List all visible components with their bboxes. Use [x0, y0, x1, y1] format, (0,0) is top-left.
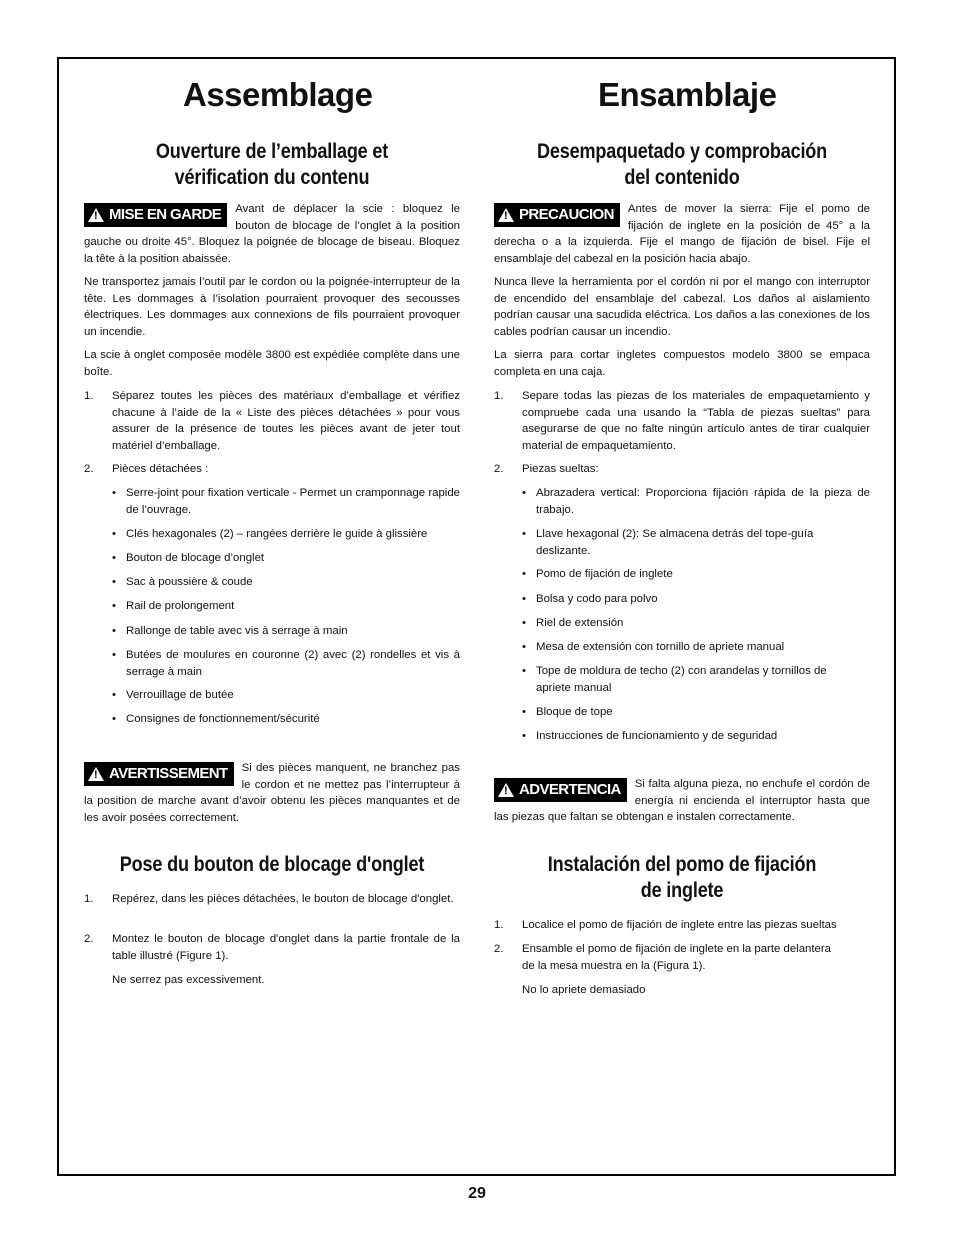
section-heading-unpacking-es	[520, 139, 843, 191]
list-number: 2.	[84, 933, 94, 945]
caution-badge	[84, 203, 227, 227]
list-number: 2.	[84, 463, 94, 475]
bullet-icon: •	[112, 600, 116, 612]
section-heading-knob-es	[520, 852, 843, 904]
list-number: 2.	[494, 943, 504, 955]
bullet-icon: •	[112, 487, 116, 499]
warning-triangle-icon	[88, 767, 104, 781]
page-number: 29	[468, 1185, 486, 1202]
list-item	[84, 931, 460, 965]
bullet-icon: •	[112, 713, 116, 725]
caution-block-es	[494, 201, 870, 267]
paragraph-transport-fr: Ne transportez jamais l’outil par le cordon ou la poignée-interrupteur de la tête. Les dommages à l’isolation pourraient provoquer des secousses électriques. Les dommages aux connexions de fils pourraient provoquer un incendie.	[84, 276, 460, 338]
bullet-text: Mesa de extensión con tornillo de apriete manual	[536, 641, 785, 653]
list-number: 1.	[494, 390, 504, 402]
warning-triangle-icon	[498, 783, 514, 797]
heading-line: vérification du contenu	[174, 166, 370, 189]
bullet-text: Rallonge de table avec vis à serrage à main	[126, 625, 348, 637]
list-text: Ensamble el pomo de fijación de inglete en la parte delantera de la mesa muestra en la (Figura 1).	[522, 943, 832, 972]
list-number: 1.	[84, 390, 94, 402]
bullet-icon: •	[522, 487, 526, 499]
bullet-text: Clés hexagonales (2) – rangées derrière le guide à glissière	[126, 528, 428, 540]
list-item	[84, 891, 460, 925]
list-item	[494, 917, 870, 935]
badge-label: ADVERTENCIA	[519, 781, 621, 798]
bullet-icon: •	[112, 576, 116, 588]
bullet-text: Pomo de fijación de inglete	[536, 568, 673, 580]
list-item	[84, 388, 460, 458]
page-title-es: Ensamblaje	[598, 76, 777, 113]
bullet-icon: •	[522, 617, 526, 629]
heading-line: Ouverture de l’emballage et	[155, 140, 389, 163]
caution-badge	[494, 203, 620, 227]
bullet-icon: •	[522, 528, 526, 540]
note-text: No lo apriete demasiado	[522, 984, 646, 996]
bullet-text: Serre-joint pour fixation verticale - Permet un cramponnage rapide de l’ouvrage.	[126, 487, 460, 516]
list-text: Repérez, dans les pièces détachées, le bouton de blocage d'onglet.	[112, 893, 454, 905]
bullet-text: Sac à poussière & coude	[126, 576, 253, 588]
badge-label: PRECAUCION	[519, 206, 614, 223]
caution-text: Antes de mover la sierra: Fije el pomo de fijación de inglete en la posición de 45° a la derecha o a la izquierda. Fije el mango de fijación de bisel. Fije el ensamblaje del cabezal en la posición hacia abajo.	[494, 203, 870, 265]
warning-text: Si falta alguna pieza, no enchufe el cordón de energía ni encienda el interruptor hasta que las piezas que faltan se obtengan e instalen correctamente.	[494, 778, 870, 823]
warning-text: Si des pièces manquent, ne branchez pas le cordon et ne mettez pas l’interrupteur à la position de marche avant d’avoir obtenu les pièces manquantes et de les avoir posées correctement.	[84, 762, 460, 824]
bullet-text: Instrucciones de funcionamiento y de seguridad	[536, 730, 778, 742]
bullet-icon: •	[112, 649, 116, 661]
bullet-icon: •	[522, 593, 526, 605]
page-title-fr: Assemblage	[183, 76, 373, 113]
badge-label: MISE EN GARDE	[109, 206, 222, 223]
warning-badge	[84, 762, 234, 786]
heading-line: Instalación del pomo de fijación	[547, 853, 817, 876]
warning-triangle-icon	[88, 208, 104, 222]
heading-line: de inglete	[640, 879, 724, 902]
bullet-icon: •	[112, 689, 116, 701]
bullet-icon: •	[522, 706, 526, 718]
heading-line: del contenido	[624, 166, 740, 189]
list-item	[494, 461, 870, 479]
warning-badge	[494, 778, 627, 802]
list-number: 1.	[494, 919, 504, 931]
bullet-text: Abrazadera vertical: Proporciona fijación rápida de la pieza de trabajo.	[536, 487, 870, 516]
badge-label: AVERTISSEMENT	[109, 765, 228, 782]
list-item	[494, 388, 870, 458]
list-item	[84, 461, 460, 479]
warning-block-fr	[84, 760, 460, 826]
note-text: Ne serrez pas excessivement.	[112, 974, 265, 986]
bullet-text: Bloque de tope	[536, 706, 613, 718]
bullet-text: Riel de extensión	[536, 617, 624, 629]
paragraph-shipping-fr: La scie à onglet composée modèle 3800 est expédiée complète dans une boîte.	[84, 349, 460, 378]
list-text: Separe todas las piezas de los materiales de empaquetamiento y compruebe cada una usando la “Tabla de piezas sueltas” para asegurarse de que no falte ningún artículo antes de tirar cualquier material de empaquetamiento.	[522, 390, 870, 452]
paragraph-transport-es: Nunca lleve la herramienta por el cordón ni por el mango con interruptor de encendido del ensamblaje del cabezal. Los daños al aislamiento podrían causar una sacudida eléctrica. Los daños a las conexiones de los cables podrían causar un incendio.	[494, 276, 870, 338]
paragraph-shipping-es: La sierra para cortar ingletes compuestos modelo 3800 se empaca completa en una caja.	[494, 349, 870, 378]
bullet-text: Bolsa y codo para polvo	[536, 593, 658, 605]
bullet-icon: •	[522, 665, 526, 677]
section-heading-unpacking-fr	[110, 139, 433, 191]
list-number: 1.	[84, 893, 94, 905]
list-number: 2.	[494, 463, 504, 475]
bullet-text: Bouton de blocage d’onglet	[126, 552, 265, 564]
bullet-text: Verrouillage de butée	[126, 689, 234, 701]
bullet-text: Butées de moulures en couronne (2) avec (2) rondelles et vis à serrage à main	[126, 649, 460, 678]
bullet-icon: •	[522, 568, 526, 580]
section-heading-knob-fr: Pose du bouton de blocage d'onglet	[119, 853, 425, 876]
list-text: Localice el pomo de fijación de inglete entre las piezas sueltas	[522, 919, 837, 931]
warning-block-es	[494, 776, 870, 826]
list-text: Séparez toutes les pièces des matériaux d’emballage et vérifiez chacune à l’aide de la « Liste des pièces détachées » pour vous assurer de la présence de toutes les pièces avant de jeter tout matériel d’emballage.	[112, 390, 460, 452]
bullet-icon: •	[112, 552, 116, 564]
list-text: Montez le bouton de blocage d'onglet dans la partie frontale de la table illustré (Figure 1).	[112, 933, 460, 962]
warning-triangle-icon	[498, 208, 514, 222]
list-text: Pièces détachées :	[112, 463, 209, 475]
heading-line: Desempaquetado y comprobación	[536, 140, 828, 163]
bullet-text: Llave hexagonal (2): Se almacena detrás del tope-guía deslizante.	[536, 528, 814, 557]
caution-text: Avant de déplacer la scie : bloquez le bouton de blocage de l’onglet à la position gauche ou droite 45°. Bloquez la poignée de blocage de biseau. Bloquez la tête à la position abaissée.	[84, 203, 460, 265]
bullet-text: Rail de prolongement	[126, 600, 235, 612]
bullet-icon: •	[112, 625, 116, 637]
bullet-text: Consignes de fonctionnement/sécurité	[126, 713, 320, 725]
bullet-icon: •	[112, 528, 116, 540]
list-item	[494, 941, 870, 975]
bullet-text: Tope de moldura de techo (2) con arandelas y tornillos de apriete manual	[536, 665, 827, 694]
caution-block-fr	[84, 201, 460, 267]
list-text: Piezas sueltas:	[522, 463, 599, 475]
bullet-icon: •	[522, 641, 526, 653]
bullet-icon: •	[522, 730, 526, 742]
